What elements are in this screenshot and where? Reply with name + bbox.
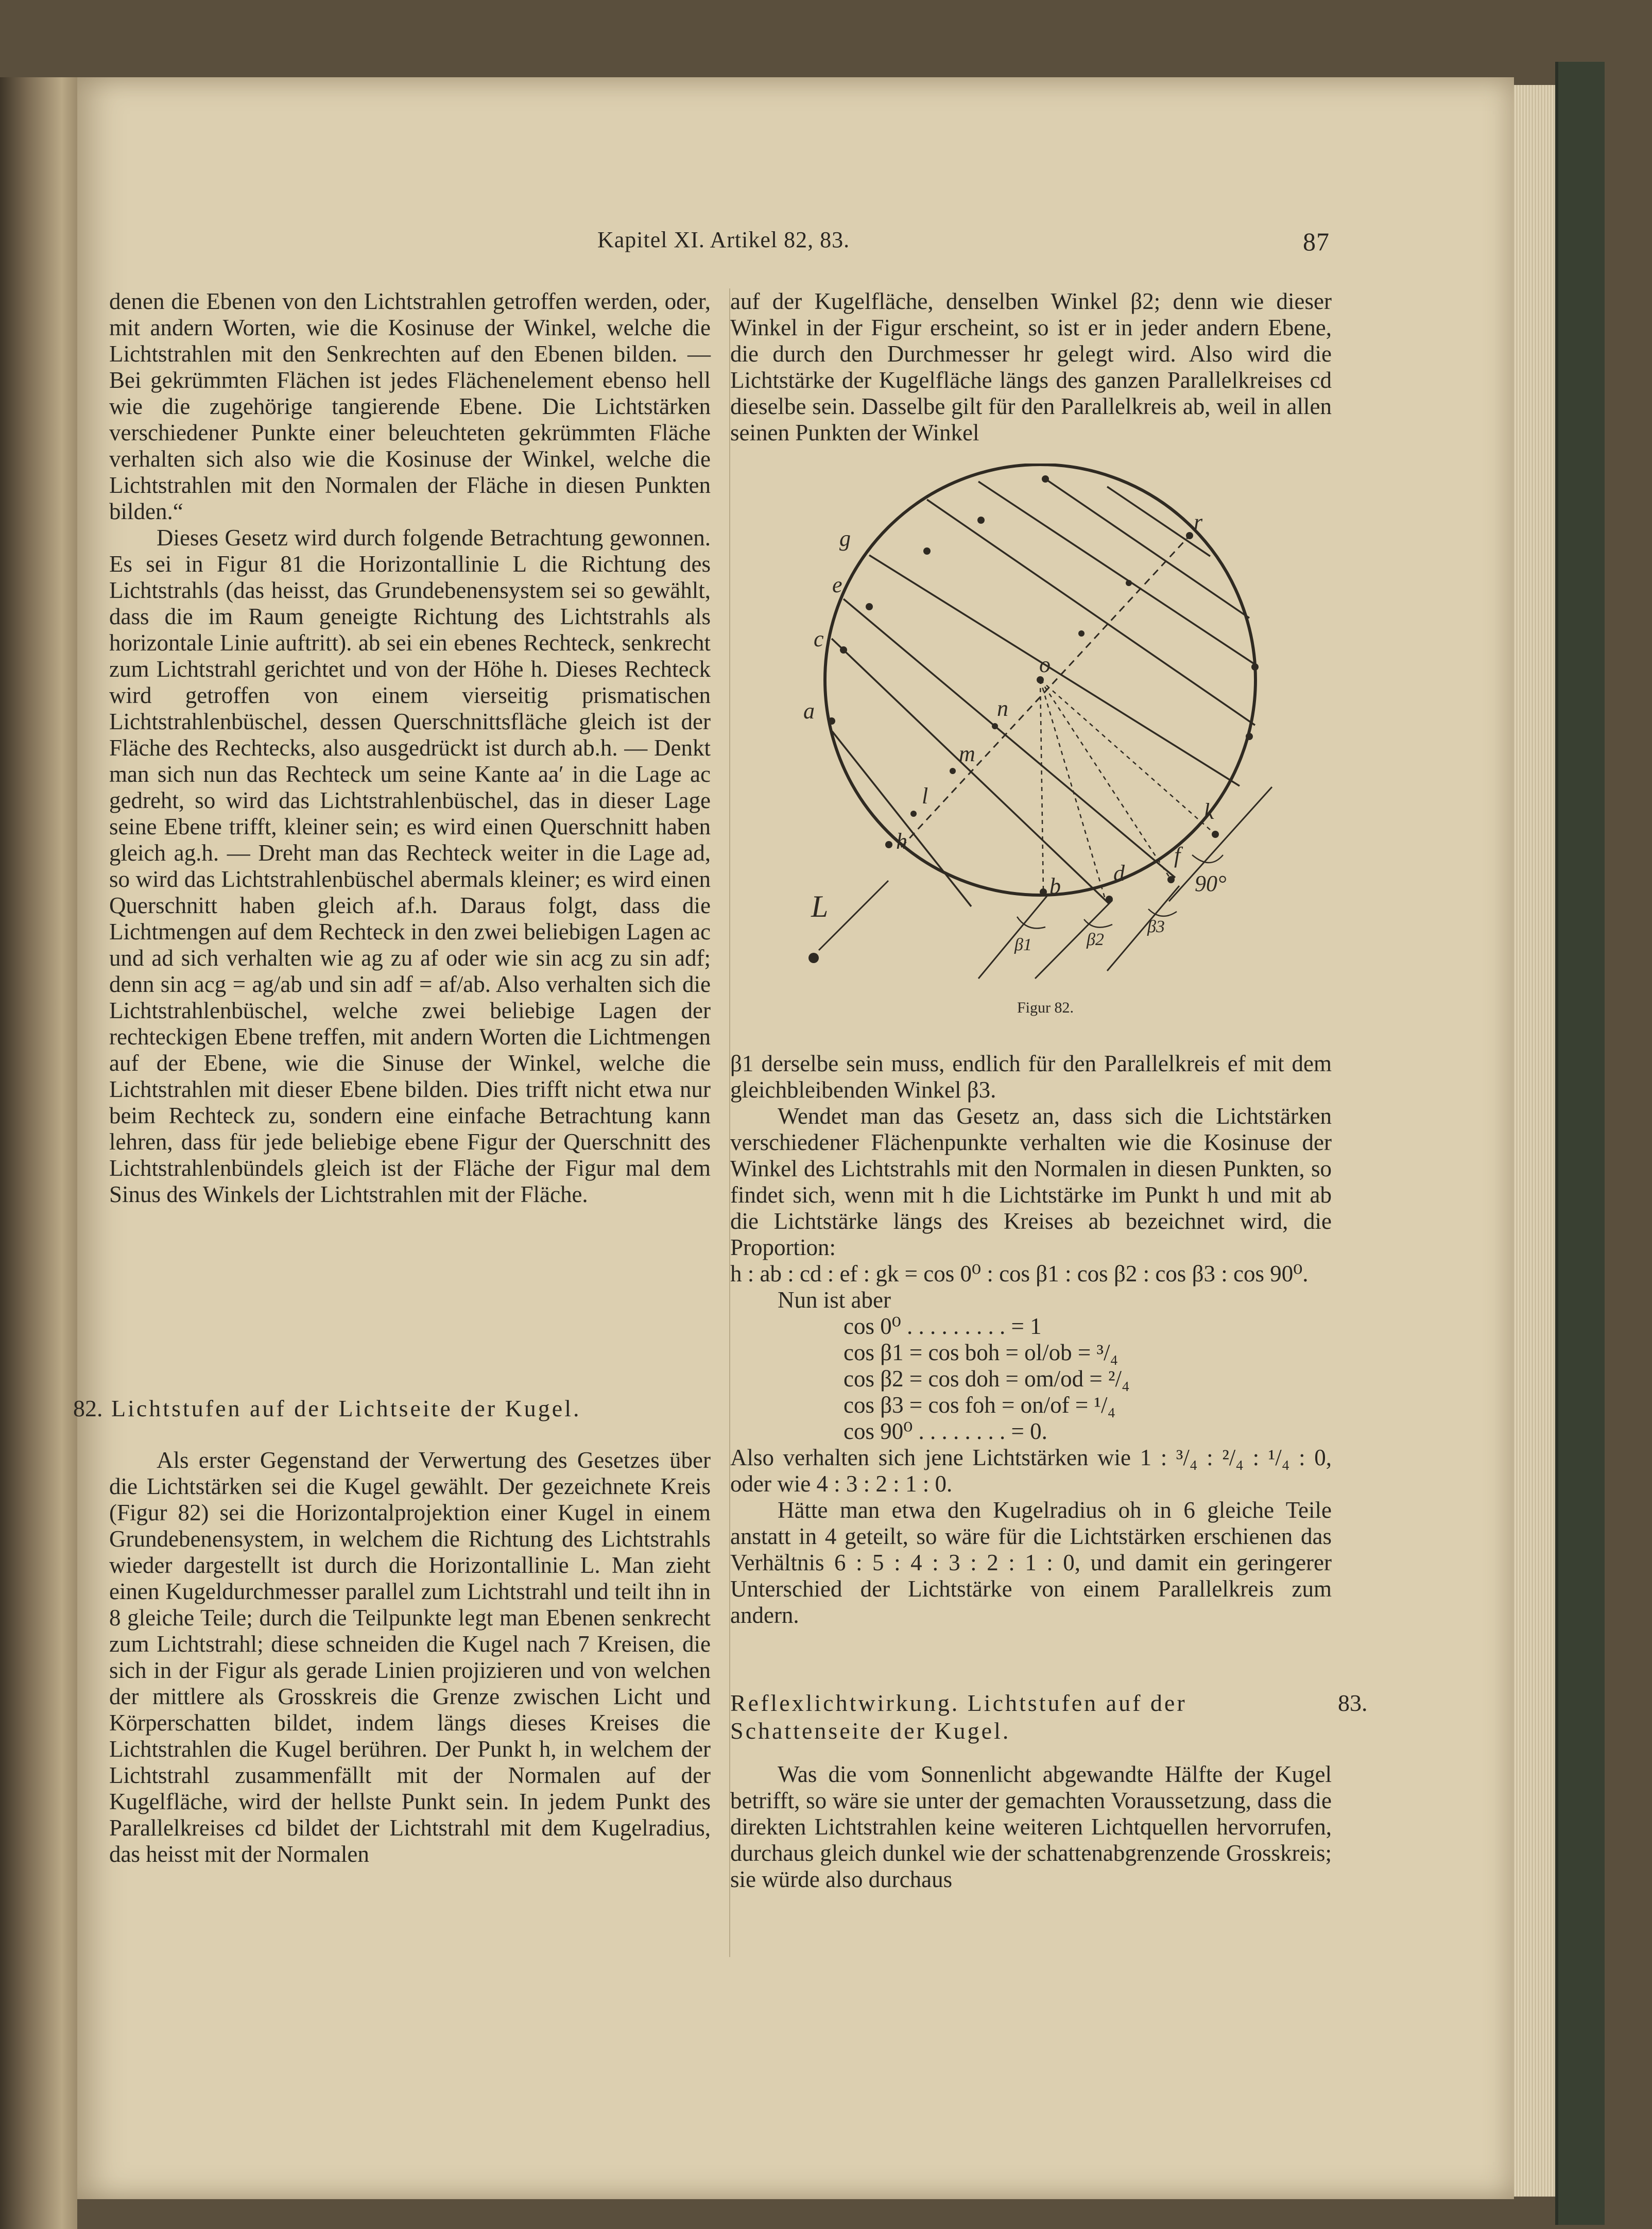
figure-caption: Figur 82. (1017, 999, 1074, 1016)
left-paragraph-1: denen die Ebenen von den Lichtstrahlen getroffen werden, oder, mit andern Worten, wie die Kosinuse der Winkel, welche die Lichtstrahlen mit den Senkrechten auf den Ebenen bilden. — Bei gekrümmten Flächen ist jedes Flächenelement ebenso hell wie die zugehörige tangierende Ebene. Die Lichtstärken verschiedener Punkte einer beleuchteten gekrümmten Fläche verhalten sich also wie die Kosinuse der Winkel, welche die Lichtstrahlen mit den Normalen der Fläche in diesen Punkten bilden.“ (109, 288, 711, 524)
figure-82 (757, 464, 1365, 1009)
label-m: m (959, 741, 975, 766)
figure-letters (803, 509, 1227, 954)
label-90deg: 90° (1195, 871, 1227, 896)
diameter-line (901, 536, 1190, 847)
parallel-circle-lines (832, 479, 1255, 906)
label-b: b (1049, 873, 1061, 899)
equation-4: cos β3 = cos foh = on/of = ¹/₄ (844, 1392, 1116, 1418)
label-r: r (1194, 509, 1203, 535)
equation-1: cos 0⁰ . . . . . . . . . = 1 (844, 1313, 1042, 1339)
equation-2: cos β1 = cos boh = ol/ob = ³/₄ (844, 1340, 1118, 1365)
left-page-binding (0, 77, 77, 2229)
label-f: f (1174, 843, 1181, 868)
label-o: o (1039, 652, 1051, 677)
section-83-number: 83. (1338, 1690, 1368, 1716)
right-column-middle (730, 1051, 1332, 1628)
label-L: L (811, 889, 829, 923)
page-edges (1514, 85, 1555, 2197)
label-a: a (803, 698, 815, 724)
right-paragraph-4: Also verhalten sich jene Lichtstärken wie 1 : ³/₄ : ²/₄ : ¹/₄ : 0, oder wie 4 : 3 : 2 : 1 : 0. (730, 1445, 1332, 1497)
right-paragraph-5: Hätte man etwa den Kugelradius oh in 6 gleiche Teile anstatt in 4 geteilt, so wäre für die Lichtstärken erschienen das Verhältnis 6 : 5 : 4 : 3 : 2 : 1 : 0, und damit ein geringerer Unterschied der Lichtstärke von einem Parallelkreis zum andern. (730, 1497, 1332, 1628)
page-number: 87 (1303, 227, 1330, 256)
section-82-title: Lichtstufen auf der Lichtseite der Kugel. (111, 1395, 581, 1421)
right-column-top (730, 288, 1332, 446)
label-h: h (896, 829, 907, 854)
running-title: Kapitel XI. Artikel 82, 83. (597, 227, 850, 252)
left-paragraph-3: Als erster Gegenstand der Verwertung des Gesetzes über die Lichtstärken sei die Kugel gewählt. Der gezeichnete Kreis (Figur 82) sei die Horizontalprojektion einer Kugel in einem Grundebenensystem, in welchem die Richtung des Lichtstrahls wieder dargestellt ist durch die Horizontallinie L. Man zieht einen Kugeldurchmesser parallel zum Lichtstrahl und teilt ihn in 8 gleiche Teile; durch die Teilpunkte legt man Ebenen senkrecht zum Lichtstrahl; diese schneiden die Kugel nach 7 Kreisen, die sich in der Figur als gerade Linien projizieren und von welchen der mittlere als Grosskreis die Grenze zwischen Licht und Körperschatten bildet, indem längs dieses Kreises die Lichtstrahlen die Kugel berühren. Der Punkt h, in welchem der Lichtstrahl zusammenfällt mit der Normalen auf der Kugelfläche, wird der hellste Punkt sein. In jedem Punkt des Parallelkreises cd bildet der Lichtstrahl mit dem Kugelradius, das heisst mit der Normalen (109, 1447, 711, 1867)
nun-ist-aber: Nun ist aber (778, 1287, 891, 1313)
normal-lines (1040, 680, 1215, 897)
equation-5: cos 90⁰ . . . . . . . . = 0. (844, 1418, 1047, 1444)
left-column (109, 288, 711, 1208)
label-e: e (832, 572, 842, 597)
equation-3: cos β2 = cos doh = om/od = ²/₄ (844, 1366, 1130, 1392)
label-c: c (814, 626, 824, 651)
label-beta3: β3 (1147, 917, 1165, 936)
label-d: d (1113, 861, 1125, 886)
left-paragraph-2: Dieses Gesetz wird durch folgende Betrachtung gewonnen. Es sei in Figur 81 die Horizontallinie L die Richtung des Lichtstrahls (das heisst, das Grundebenensystem sei so gewählt, dass die im Raum geneigte Richtung des Lichtstrahls als horizontale Linie auftritt). ab sei ein ebenes Rechteck, senkrecht zum Lichtstrahl gerichtet und von der Höhe h. Dieses Rechteck wird getroffen von einem vierseitig prismatischen Lichtstrahlenbüschel, dessen Querschnittsfläche gleich ist der Fläche des Rechtecks, also ausgedrückt ist durch ab.h. — Denkt man sich nun das Rechteck um seine Kante aa′ in die Lage ac gedreht, so wird das Lichtstrahlenbüschel, das in dieser Lage seine Ebene trifft, kleiner sein; es wird einen Querschnitt haben gleich ag.h. — Dreht man das Rechteck weiter in die Lage ad, so wird das Lichtstrahlenbüschel abermals kleiner; es wird einen Querschnitt haben gleich af.h. Daraus folgt, dass die Lichtmengen auf dem Rechteck in den zwei beliebigen Lagen ac und ad sich verhalten wie ag zu af oder wie sin acg zu sin adf; denn sin acg = ag/ab und sin adf = af/ab. Also verhalten sich die Lichtstrahlenbüschel, welche zwei beliebige Lagen der rechteckigen Ebene treffen, mit andern Worten die Lichtmengen auf der Ebene, wie die Sinuse der Winkel, welche die Lichtstrahlen mit dieser Ebene bilden. Dies trifft nicht etwa nur beim Rechteck zu, sondern eine einfache Betrachtung kann lehren, dass für jede beliebige ebene Figur der Querschnitt des Lichtstrahlenbündels gleich ist der Fläche der Figur mal dem Sinus des Winkels der Lichtstrahlen mit der Fläche. (109, 525, 711, 1207)
section-83-title: Reflexlichtwirkung. Lichtstufen auf der Schattenseite der Kugel. (730, 1690, 1187, 1744)
book-cover-edge (1555, 62, 1605, 2225)
label-g: g (839, 526, 851, 551)
division-points (808, 475, 1259, 963)
label-k: k (1204, 799, 1214, 824)
right-column-lower (730, 1761, 1332, 1893)
proportion-formula: h : ab : cd : ef : gk = cos 0⁰ : cos β1 : cos β2 : cos β3 : cos 90⁰. (730, 1261, 1309, 1287)
label-beta1: β1 (1014, 935, 1032, 954)
left-column-lower (109, 1447, 711, 1867)
right-paragraph-2: β1 derselbe sein muss, endlich für den Parallelkreis ef mit dem gleichbleibenden Winkel β3. (730, 1051, 1332, 1103)
right-paragraph-1: auf der Kugelfläche, denselben Winkel β2; denn wie dieser Winkel in der Figur erscheint, so ist er in jeder andern Ebene, die durch den Durchmesser hr gelegt wird. Also wird die Lichtstärke der Kugelfläche längs des ganzen Parallelkreises cd dieselbe sein. Dasselbe gilt für den Parallelkreis ab, weil in allen seinen Punkten der Winkel (730, 288, 1332, 445)
right-paragraph-6: Was die vom Sonnenlicht abgewandte Hälfte der Kugel betrifft, so wäre sie unter der gemachten Voraussetzung, dass die direkten Lichtstrahlen keine weiteren Lichtquellen hervorrufen, durchaus gleich dunkel wie der schattenabgrenzende Grosskreis; sie würde also durchaus (730, 1761, 1332, 1892)
section-82-number: 82. (73, 1395, 103, 1421)
label-l: l (922, 783, 928, 809)
right-paragraph-3: Wendet man das Gesetz an, dass sich die Lichtstärken verschiedener Flächenpunkte verhalten wie die Kosinuse der Winkel des Lichtstrahls mit den Normalen in diesen Punkten, so findet sich, wenn mit h die Lichtstärke im Punkt h und mit ab die Lichtstärke längs des Kreises ab bezeichnet wird, die Proportion: (730, 1103, 1332, 1260)
label-beta2: β2 (1087, 930, 1104, 949)
label-n: n (997, 696, 1008, 721)
